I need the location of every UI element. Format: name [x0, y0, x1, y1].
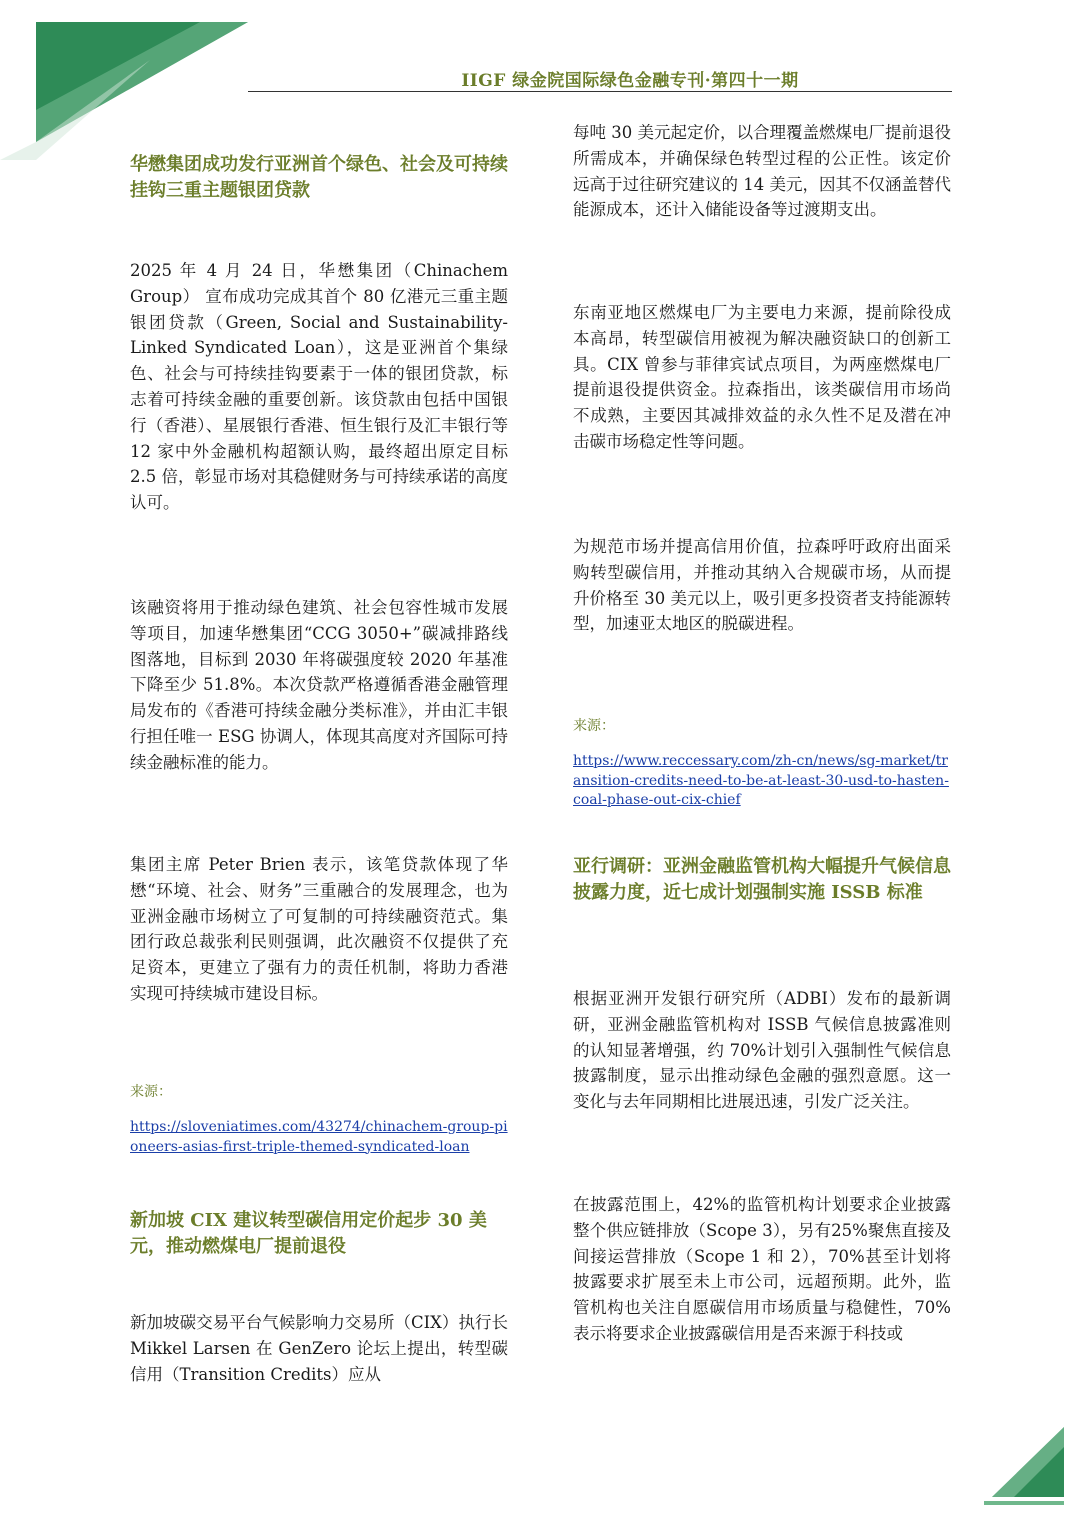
article-3-paragraph-2: 在披露范围上，42%的监管机构计划要求企业披露整个供应链排放（Scope 3），另有25%聚焦直接及间接运营排放（Scope 1 和 2），70%甚至计划将披露要求扩展至未上市公司，远超预期。此外，监管机构也关注自愿碳信用市场质量与稳健性，70%表示将要求企业披露碳信用是否来源于科技或 [573, 1195, 951, 1343]
corner-decoration-bottom [984, 1427, 1064, 1507]
corner-decoration-top [0, 0, 260, 160]
article-2-heading: 新加坡 CIX 建议转型碳信用定价起步 30 美元，推动燃煤电厂提前退役 [130, 1210, 487, 1257]
article-2-paragraph-1-continued: 每吨 30 美元起定价，以合理覆盖燃煤电厂提前退役所需成本，并确保绿色转型过程的公正性。该定价远高于过往研究建议的 14 美元，因其不仅涵盖替代能源成本，还计入储能设备等过渡期支出。 [573, 123, 951, 220]
article-2-paragraph-2: 东南亚地区燃煤电厂为主要电力来源，提前除役成本高昂，转型碳信用被视为解决融资缺口的创新工具。CIX 曾参与菲律宾试点项目，为两座燃煤电厂提前退役提供资金。拉森指出，该类碳信用市场尚不成熟，主要因其减排效益的永久性不足及潜在冲击碳市场稳定性等问题。 [573, 303, 951, 451]
article-2-source-link[interactable]: https://www.reccessary.com/zh-cn/news/sg-market/transition-credits-need-to-be-at-least-30-usd-to-hasten-coal-phase-out-cix-chief [573, 753, 949, 808]
article-3-heading: 亚行调研：亚洲金融监管机构大幅提升气候信息披露力度，近七成计划强制实施 ISSB 标准 [573, 856, 951, 903]
journal-header-title: IIGF 绿金院国际绿色金融专刊·第四十一期 [461, 71, 799, 91]
article-2-paragraph-3: 为规范市场并提高信用价值，拉森呼吁政府出面采购转型碳信用，并推动其纳入合规碳市场，从而提升价格至 30 美元以上，吸引更多投资者支持能源转型，加速亚太地区的脱碳进程。 [573, 537, 951, 634]
header-divider [248, 91, 952, 92]
article-3-paragraph-1: 根据亚洲开发银行研究所（ADBI）发布的最新调研，亚洲金融监管机构对 ISSB 气候信息披露准则的认知显著增强，约 70%计划引入强制性气候信息披露制度，显示出推动绿色金融的强烈意愿。这一变化与去年同期相比进展迅速，引发广泛关注。 [573, 989, 951, 1112]
article-1-heading: 华懋集团成功发行亚洲首个绿色、社会及可持续挂钩三重主题银团贷款 [130, 154, 508, 201]
article-1-source-link[interactable]: https://sloveniatimes.com/43274/chinachem-group-pioneers-asias-first-triple-themed-syndicated-loan [130, 1119, 508, 1155]
article-1-paragraph-1: 2025 年 4 月 24 日，华懋集团（Chinachem Group） 宣布成功完成其首个 80 亿港元三重主题银团贷款（Green, Social and Sustainability-Linked Syndicated Loan），这是亚洲首个集绿色、社会与可持续挂钩要素于一体的银团贷款，标志着可持续金融的重要创新。该贷款由包括中国银行（香港）、星展银行香港、恒生银行及汇丰银行等 12 家中外金融机构超额认购，最终超出原定目标 2.5 倍，彰显市场对其稳健财务与可持续承诺的高度认可。 [130, 261, 508, 513]
article-2-source-label: 来源： [573, 718, 615, 734]
article-1-paragraph-2: 该融资将用于推动绿色建筑、社会包容性城市发展等项目，加速华懋集团“CCG 3050+”碳减排路线图落地，目标到 2030 年将碳强度较 2020 年基准下降至少 51.8%。本次贷款严格遵循香港金融管理局发布的《香港可持续金融分类标准》，并由汇丰银行担任唯一 ESG 协调人，体现其高度对齐国际可持续金融标准的能力。 [130, 598, 508, 772]
article-1-paragraph-3: 集团主席 Peter Brien 表示，该笔贷款体现了华懋“环境、社会、财务”三重融合的发展理念，也为亚洲金融市场树立了可复制的可持续融资范式。集团行政总裁张利民则强调，此次融资不仅提供了充足资本，更建立了强有力的责任机制，将助力香港实现可持续城市建设目标。 [130, 855, 508, 1003]
article-1-source-label: 来源： [130, 1084, 172, 1100]
article-2-paragraph-1-start: 新加坡碳交易平台气候影响力交易所（CIX）执行长 Mikkel Larsen 在 GenZero 论坛上提出，转型碳信用（Transition Credits）应从 [130, 1313, 508, 1384]
